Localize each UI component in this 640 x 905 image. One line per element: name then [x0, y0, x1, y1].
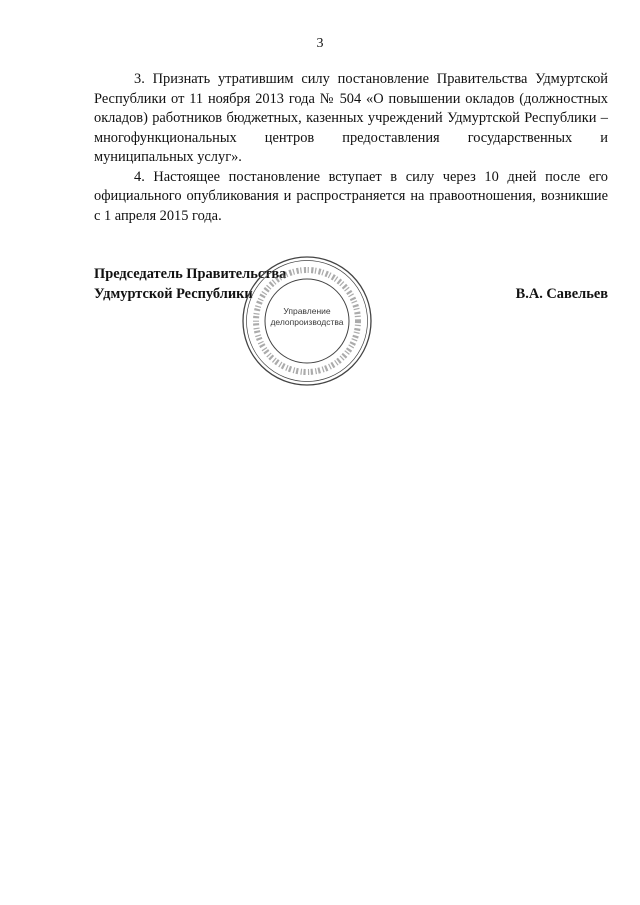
signatory-name: В.А. Савельев — [515, 286, 608, 302]
paragraph-3: 3. Признать утратившим силу постановление Правительства Удмуртской Республики от 11 ноября 2013 года № 504 «О повышении окладов (должностных окладов) работников бюджетных, казенных учреждений Удмуртской Республики – многофункциональных центров предоставления государственных и муниципальных услуг». — [94, 71, 608, 165]
official-seal — [240, 254, 374, 388]
signatory-position-line2: Удмуртской Республики — [94, 286, 253, 302]
page-number: 3 — [316, 36, 324, 51]
seal-center-text — [262, 306, 352, 328]
document-body — [94, 70, 608, 226]
seal-center-line1: Управление — [283, 306, 331, 316]
paragraph-4: 4. Настоящее постановление вступает в силу через 10 дней после его официального опубликования и распространяется на правоотношения, возникшие с 1 апреля 2015 года. — [94, 168, 608, 224]
signatory-position-line1: Председатель Правительства — [94, 266, 287, 282]
seal-center-line2: делопроизводства — [270, 317, 344, 327]
